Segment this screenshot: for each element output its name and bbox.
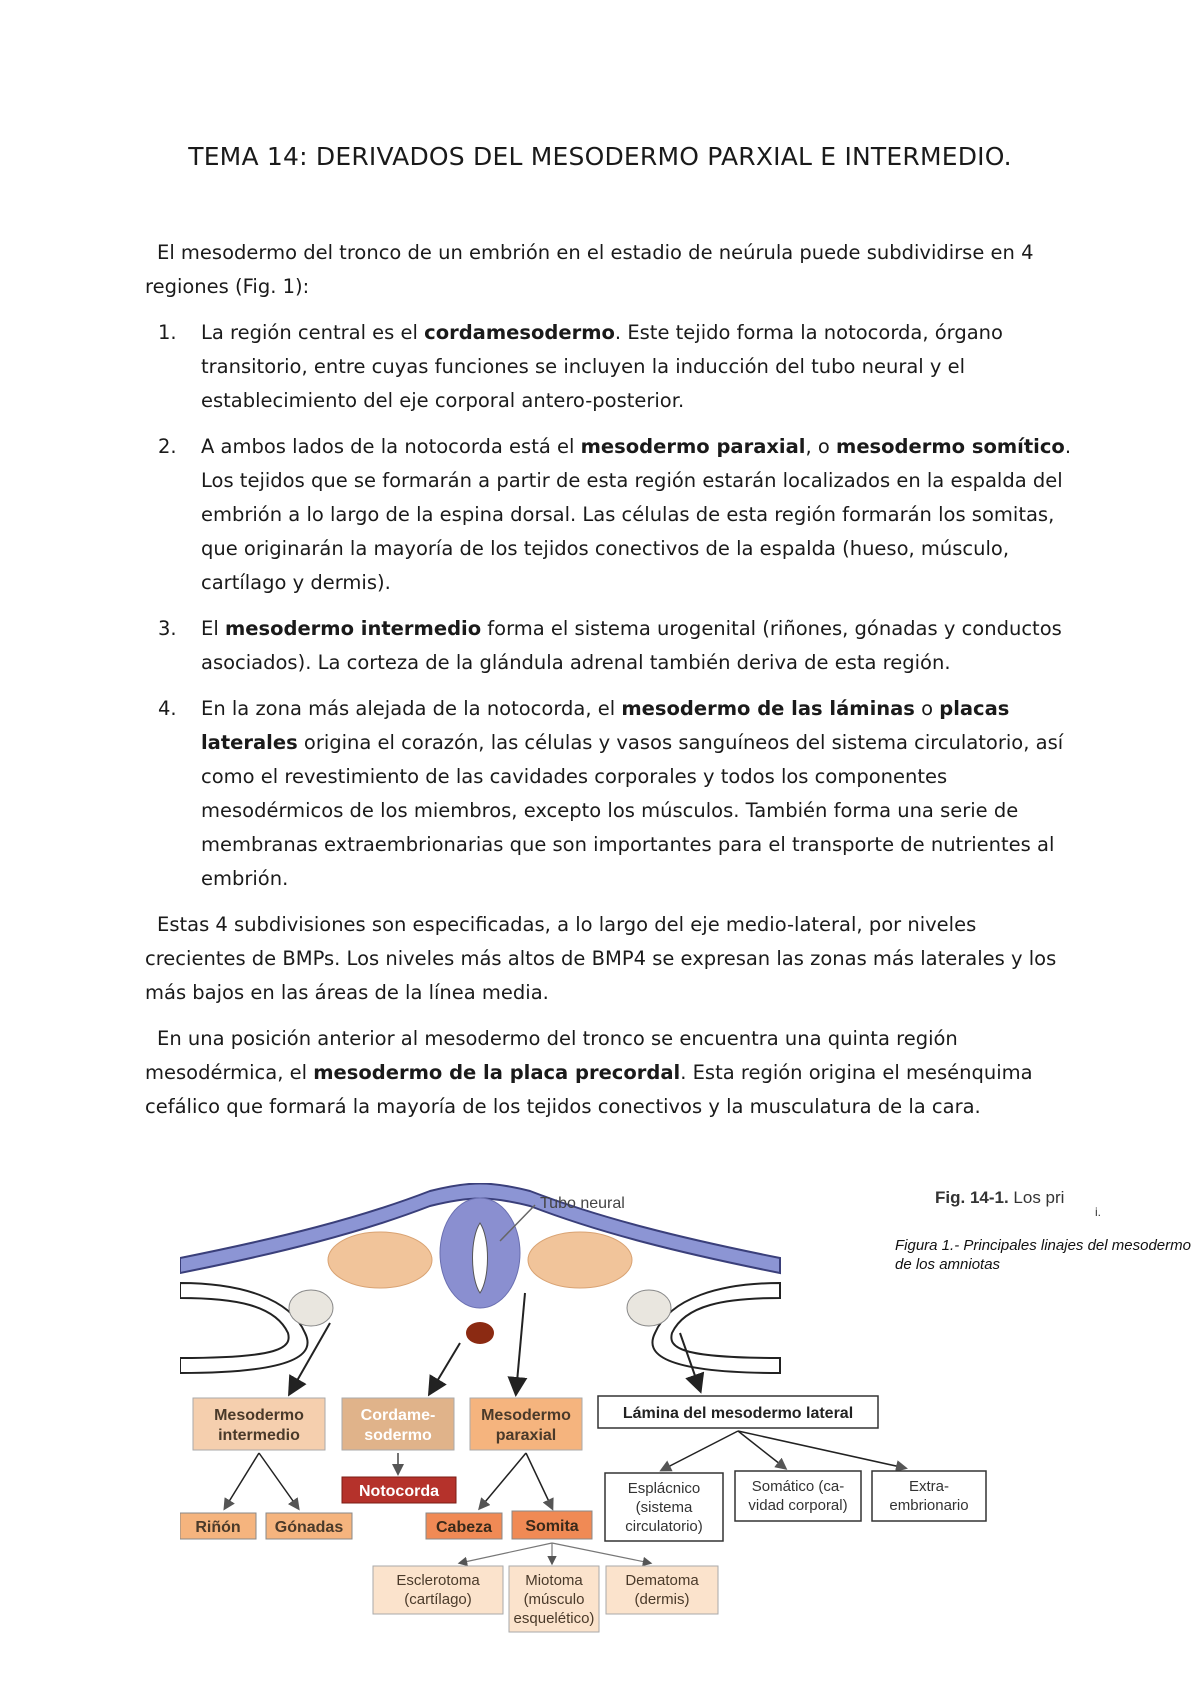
- box-mesodermo-intermedio: [193, 1398, 325, 1450]
- list-text: A ambos lados de la notocorda está el: [201, 435, 581, 458]
- left-intermediate-mesoderm: [289, 1290, 333, 1326]
- figure-label-tail: i.: [1095, 1205, 1101, 1219]
- bmp-paragraph: Estas 4 subdivisiones son especificadas, a lo largo del eje medio-lateral, por niveles crecientes de BMPs. Los niveles más altos de BMP4 se expresan las zonas más laterales y los más bajos en las áreas de la línea media.: [145, 913, 1057, 1004]
- list-text: . Este tejido forma la notocorda, órgano transitorio, entre cuyas funciones se incluyen la inducción del tubo neural y el establecimiento del eje corporal antero-posterior.: [201, 321, 1003, 412]
- arrow-to-extraembrionario: [738, 1431, 905, 1468]
- box-notocorda: [342, 1477, 456, 1503]
- list-bold: mesodermo somítico: [836, 435, 1065, 458]
- box-label: Riñón: [195, 1519, 241, 1536]
- right-intermediate-mesoderm: [627, 1290, 671, 1326]
- box-somatico: [735, 1471, 861, 1521]
- box-label: Gónadas: [274, 1519, 344, 1536]
- list-bold: placas laterales: [201, 697, 1010, 754]
- mesoderm-lineage-diagram: [180, 1183, 1180, 1683]
- list-bold: mesodermo de las láminas: [621, 697, 915, 720]
- list-text: , o: [805, 435, 836, 458]
- para-text: . Esta región origina el mesénquima cefálico que formará la mayoría de los tejidos conectivos y la musculatura de la cara.: [145, 1061, 1033, 1118]
- list-bold: cordamesodermo: [424, 321, 615, 344]
- list-number: 2.: [158, 435, 177, 458]
- arrow-to-esclerotoma: [460, 1543, 552, 1563]
- box-esplacnico: [605, 1473, 723, 1541]
- list-text: La región central es el: [201, 321, 425, 344]
- box-label: Dematoma: [625, 1572, 699, 1589]
- arrow-to-esplacnico: [662, 1431, 738, 1470]
- arrow-to-rinon: [225, 1453, 259, 1508]
- box-label: Mesodermo: [481, 1407, 571, 1424]
- box-label: Cordame-: [360, 1407, 436, 1424]
- arrow-to-gonadas: [259, 1453, 298, 1508]
- document-body: [145, 236, 1075, 1136]
- notochord: [466, 1322, 494, 1344]
- box-label: Extra-: [908, 1478, 950, 1495]
- list-text: El: [201, 617, 225, 640]
- para-text: En una posición anterior al mesodermo del tronco se encuentra una quinta región mesodérmica, el: [145, 1027, 958, 1084]
- box-extraembrionario: [872, 1471, 986, 1521]
- box-label: Mesodermo: [214, 1407, 304, 1424]
- arrow-to-cabeza: [480, 1453, 526, 1508]
- list-number: 3.: [158, 617, 177, 640]
- page-title: TEMA 14: DERIVADOS DEL MESODERMO PARXIAL E INTERMEDIO.: [188, 142, 1012, 171]
- box-dermatoma: [606, 1566, 718, 1614]
- box-label: Somático (ca-: [751, 1478, 845, 1495]
- list-number: 1.: [158, 321, 177, 344]
- list-text: . Los tejidos que se formarán a partir de esta región estarán localizados en la espalda del embrión a lo largo de la espina dorsal. Las células de esta región formarán los somitas, que originarán la mayoría de los tejidos conectivos de la espalda (hueso, músculo, cartílago y dermis).: [201, 435, 1072, 594]
- box-label: circulatorio): [625, 1518, 703, 1535]
- figure-label-bold: Fig. 14-1.: [935, 1188, 1009, 1207]
- box-label: Miotoma: [525, 1572, 583, 1589]
- box-label: sodermo: [364, 1427, 432, 1444]
- arrow-to-dermatoma: [552, 1543, 650, 1563]
- list-text: o: [914, 697, 940, 720]
- box-label: (músculo: [523, 1591, 585, 1608]
- regions-list: [145, 316, 1075, 896]
- precordal-paragraph: [145, 1022, 1075, 1124]
- arrow-to-paraxial: [516, 1293, 525, 1393]
- box-label: embrionario: [889, 1497, 969, 1514]
- list-number: 4.: [158, 697, 177, 720]
- box-lamina-mesodermo-lateral: [598, 1396, 878, 1428]
- left-lateral-plate: [180, 1283, 308, 1373]
- box-esclerotoma: [373, 1566, 503, 1614]
- box-cabeza: [426, 1513, 502, 1539]
- figure-label-text: Los pri: [1008, 1188, 1065, 1207]
- list-bold: mesodermo intermedio: [224, 617, 482, 640]
- figure-caption: Figura 1.- Principales linajes del mesodermo de los amniotas: [895, 1237, 1191, 1273]
- box-label: intermedio: [218, 1427, 300, 1444]
- box-label: Somita: [525, 1518, 579, 1535]
- box-label: Cabeza: [435, 1519, 493, 1536]
- right-lateral-plate: [652, 1283, 780, 1373]
- box-label: vidad corporal): [748, 1497, 848, 1514]
- box-label: Notocorda: [359, 1483, 439, 1500]
- embryo-cross-section: [180, 1184, 780, 1374]
- box-somita: [512, 1511, 592, 1539]
- tubo-neural-label: Tubo neural: [540, 1195, 625, 1212]
- box-label: paraxial: [495, 1427, 557, 1444]
- box-mesodermo-paraxial: [470, 1398, 582, 1450]
- list-item: [145, 692, 1075, 896]
- para-bold: mesodermo de la placa precordal: [313, 1061, 681, 1084]
- box-gonadas: [266, 1513, 352, 1539]
- right-somite: [528, 1232, 632, 1288]
- list-item: [145, 316, 1075, 418]
- arrow-to-somita: [526, 1453, 552, 1508]
- box-label: Esclerotoma: [396, 1572, 480, 1589]
- left-somite: [328, 1232, 432, 1288]
- list-text: En la zona más alejada de la notocorda, el: [201, 697, 622, 720]
- box-rinon: [180, 1513, 256, 1539]
- box-label: esquelético): [513, 1610, 595, 1627]
- box-label: Lámina del mesodermo lateral: [622, 1405, 854, 1422]
- list-item: [145, 612, 1075, 680]
- box-label: (dermis): [634, 1591, 690, 1608]
- box-miotoma: [509, 1566, 599, 1632]
- box-cordamesodermo: [342, 1398, 454, 1450]
- list-text: origina el corazón, las células y vasos sanguíneos del sistema circulatorio, así como el revestimiento de las cavidades corporales y todos los componentes mesodérmicos de los miembros, excepto los músculos. También forma una serie de membranas extraembrionarias que son importantes para el transporte de nutrientes al embrión.: [201, 731, 1064, 890]
- box-label: (cartílago): [404, 1591, 472, 1608]
- list-bold: mesodermo paraxial: [580, 435, 806, 458]
- box-label: (sistema: [635, 1499, 693, 1516]
- box-label: Esplácnico: [627, 1480, 701, 1497]
- intro-paragraph: El mesodermo del tronco de un embrión en el estadio de neúrula puede subdividirse en 4 regiones (Fig. 1):: [145, 241, 1034, 298]
- list-item: [145, 430, 1075, 600]
- arrow-to-cordamesodermo: [430, 1343, 460, 1393]
- list-text: forma el sistema urogenital (riñones, gónadas y conductos asociados). La corteza de la glándula adrenal también deriva de esta región.: [201, 617, 1062, 674]
